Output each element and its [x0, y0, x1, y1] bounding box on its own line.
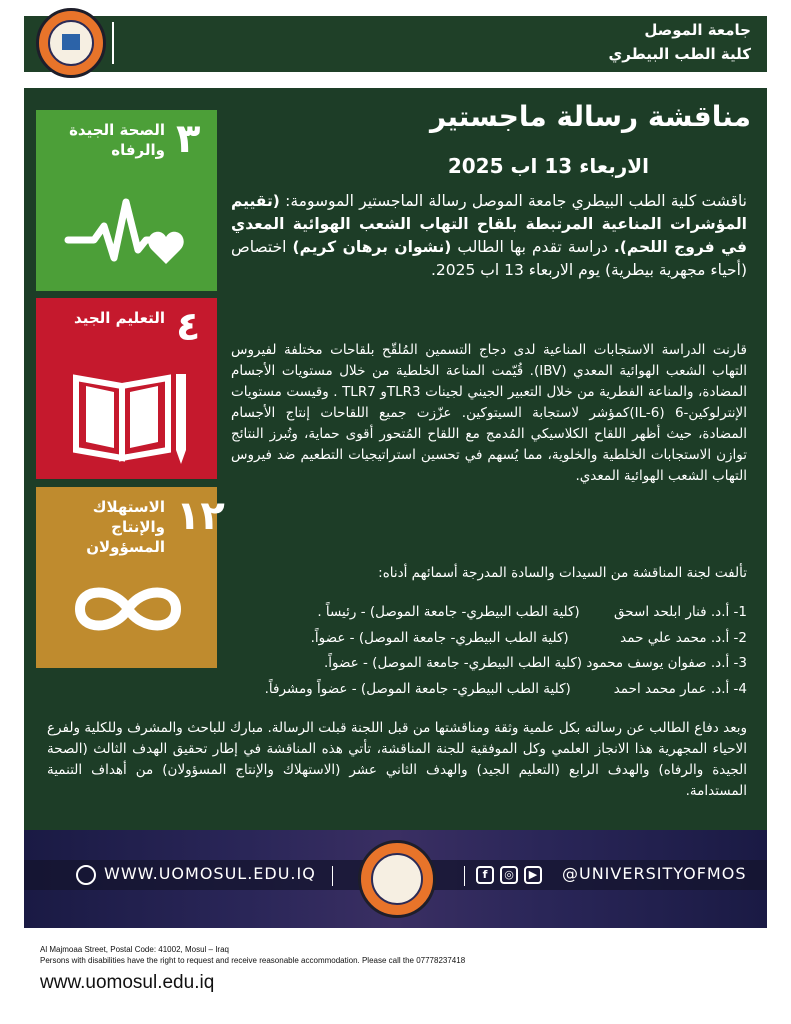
committee-member — [167, 651, 747, 677]
sdg-title: التعليم الجيد — [74, 309, 165, 327]
study-summary: قارنت الدراسة الاستجابات المناعية لدى دجاج التسمين المُلقّح بلقاحات مختلفة لفيروس التهاب الشعب الهوائية المعدي (IBV). قُيّمت المناعة الخلطية من خلال مستويات الأجسام المضادة، والمناعة الفطرية من خلال التعبير الجيني لجينات TLR3و TLR7 . وقيست مستويات الإنترلوكين-6 (IL-6)كمؤشر لاستجابة السيتوكين. عزّزت جميع اللقاحات إنتاج الأجسام المضادة، حيث أظهر اللقاح الكلاسيكي المُدمج مع اللقاح المُتحور أقوى حماية، وتُبرز النتائج توازن الاستجابات الخلطية والخلوية، مما يُسهم في تحسين استراتيجيات التطعيم ضد فيروس التهاب الشعب الهوائية المعدي. — [231, 342, 747, 484]
footer-website[interactable]: WWW.UOMOSUL.EDU.IQ — [104, 864, 316, 883]
committee-member — [167, 626, 747, 652]
member-affiliation: (كلية الطب البيطري- جامعة الموصل) - عضواً. — [310, 629, 569, 646]
thesis-title: (تقييم المؤشرات المناعية المرتبطة بلقاح التهاب الشعب الهوائية المعدي في فروج اللحم). — [231, 192, 748, 256]
university-logo — [36, 8, 106, 78]
member-affiliation: (كلية الطب البيطري- جامعة الموصل) - عضواً ومشرفاً. — [264, 680, 571, 697]
social-icons — [476, 866, 542, 884]
member-affiliation: (كلية الطب البيطري- جامعة الموصل) - رئيساً . — [317, 604, 580, 620]
footer-separator — [332, 866, 333, 886]
site-url[interactable]: www.uomosul.edu.iq — [40, 972, 215, 993]
sdg-tile-4 — [36, 298, 217, 479]
member-name: 4- أ.د. عمار محمد احمد — [613, 680, 747, 697]
accessibility-note: Persons with disabilities have the right to request and receive reasonable accommodation. Please call the 07778237418 — [40, 956, 466, 965]
sdg-number: ١٢ — [176, 493, 225, 539]
logo-emblem — [48, 20, 94, 66]
member-name: 1- أ.د. فنار ابلحد اسحق — [614, 604, 747, 620]
committee-title: تألفت لجنة المناقشة من السيدات والسادة المدرجة أسمائهم أدناه: — [378, 565, 747, 581]
student-name: (نشوان برهان كريم) — [292, 238, 452, 256]
page-title: مناقشة رسالة ماجستير — [429, 100, 751, 133]
social-handle[interactable]: @UNIVERSITYOFMOS — [562, 864, 747, 883]
header-bar — [24, 16, 767, 72]
intro-text-3: اختصاص (أحياء مجهرية بيطرية) يوم الاربعاء 13 اب 2025. — [231, 238, 747, 279]
committee-member — [167, 600, 747, 626]
sdg-title: الصحة الجيدة والرفاه — [69, 121, 165, 159]
university-name: جامعة الموصل — [644, 21, 751, 39]
header-text — [609, 18, 752, 66]
closing-paragraph: وبعد دفاع الطالب عن رسالته بكل علمية وثقة ومناقشتها من قبل اللجنة قبلت الرسالة. مبارك للباحث والمشرف وللكلية ولفرع الاحياء المجهرية هذا الانجاز العلمي وكل الموفقية للجنة المناقشة، تأتي هذه المناقشة في إطار تحقيق الهدف الثالث (الصحة الجيدة والرفاه) والهدف الرابع (التعليم الجيد) والهدف الثاني عشر (الاستهلاك والإنتاج المسؤولان) من أهداف التنمية المستدامة. — [47, 720, 747, 799]
sdg-number: ٤ — [176, 304, 201, 350]
footer-banner — [24, 830, 767, 928]
member-name: 2- أ.د. محمد علي حمد — [620, 629, 747, 646]
logo-emblem — [371, 853, 423, 905]
open-book-pencil-icon — [66, 368, 196, 468]
sdg-tile-3 — [36, 110, 217, 291]
instagram-icon[interactable]: ◎ — [500, 866, 518, 884]
address-block — [40, 944, 465, 966]
address: Al Majmoaa Street, Postal Code: 41002, Mosul – Iraq — [40, 945, 229, 954]
intro-text-2: دراسة تقدم بها الطالب — [451, 238, 614, 256]
footer-logo — [358, 840, 436, 918]
intro-paragraph — [231, 190, 747, 282]
defense-date: الاربعاء 13 اب 2025 — [447, 154, 649, 178]
book-icon — [62, 34, 80, 50]
youtube-icon[interactable]: ▶ — [524, 866, 542, 884]
footer-separator — [464, 866, 465, 886]
college-name: كلية الطب البيطري — [608, 45, 751, 63]
heartbeat-icon — [66, 180, 196, 280]
intro-text: ناقشت كلية الطب البيطري جامعة الموصل رسالة الماجستير الموسومة: — [285, 192, 747, 210]
sdg-title: الاستهلاك والإنتاج المسؤولان — [86, 498, 165, 556]
member-name: 3- أ.د. صفوان يوسف محمود — [586, 655, 747, 671]
facebook-icon[interactable]: f — [476, 866, 494, 884]
globe-icon — [76, 865, 96, 885]
header-divider — [112, 22, 114, 64]
committee-list — [167, 600, 747, 702]
committee-member — [167, 677, 747, 703]
member-affiliation: (كلية الطب البيطري- جامعة الموصل) - عضواً. — [323, 655, 583, 671]
sdg-number: ٣ — [176, 116, 201, 162]
